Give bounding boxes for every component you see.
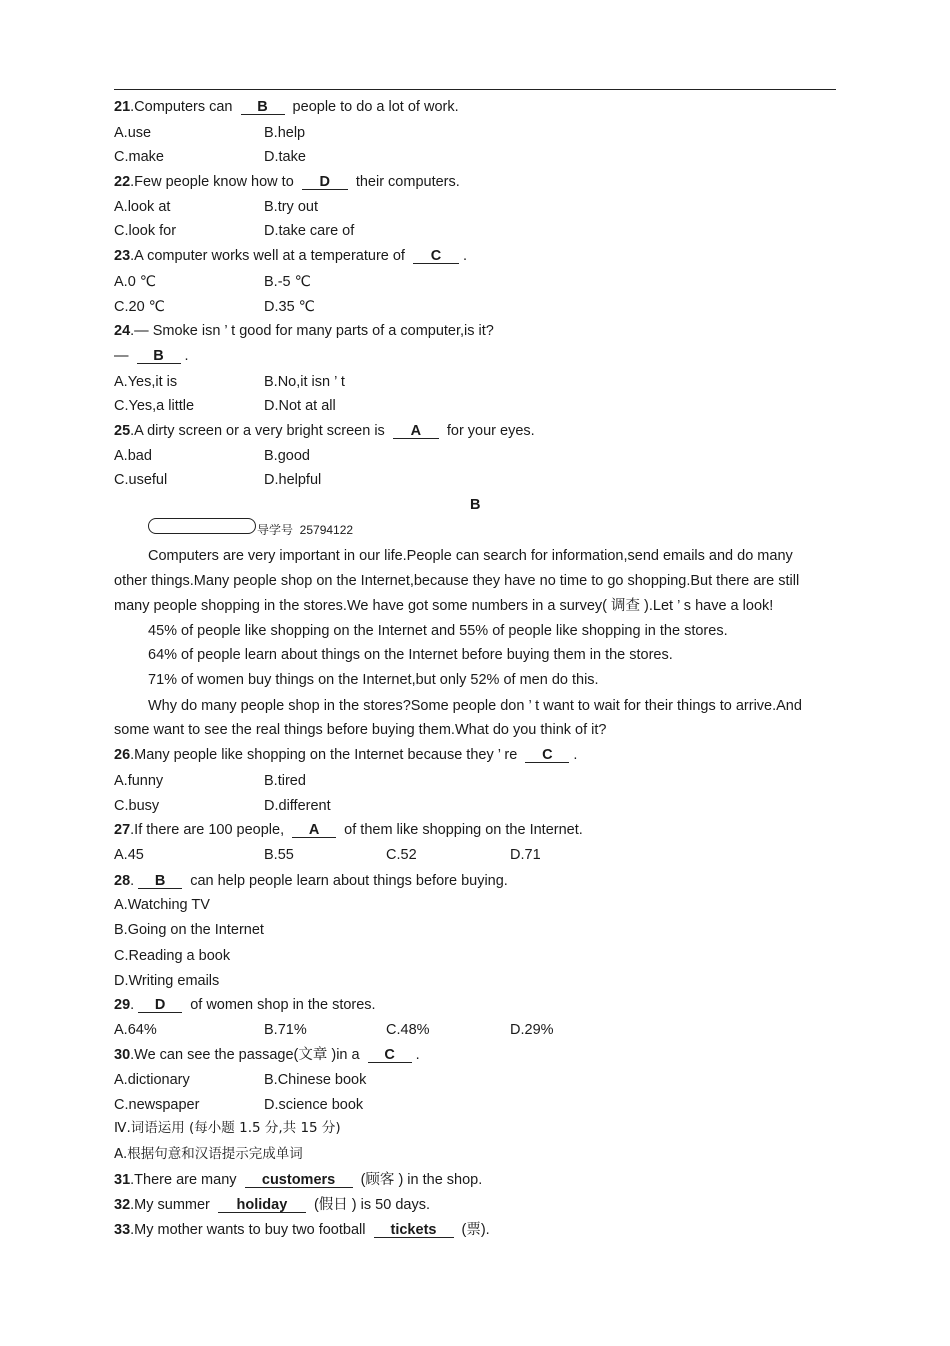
passage-line: many people shopping in the stores.We have got some numbers in a survey( 调查 ).Let ’ s have a look! [114, 598, 774, 614]
answer-blank: C [525, 748, 569, 763]
answer-blank: B [138, 874, 182, 889]
option: D.science book [264, 1097, 364, 1113]
answer-blank: D [138, 998, 182, 1013]
option: A.Yes,it is [114, 374, 178, 390]
section-iv-heading: Ⅳ.词语运用 (每小题 1.5 分,共 15 分) [114, 1120, 341, 1136]
option: C.newspaper [114, 1097, 200, 1113]
section-b-heading: B [470, 497, 481, 513]
question-28: 28. B can help people learn about things before buying. [114, 873, 508, 889]
option: A.bad [114, 448, 152, 464]
question-25: 25.A dirty screen or a very bright screen is A for your eyes. [114, 423, 535, 439]
option: C.make [114, 149, 164, 165]
option: C.useful [114, 472, 168, 488]
answer-blank: B [241, 100, 285, 115]
option: C.Yes,a little [114, 398, 195, 414]
passage-line: Computers are very important in our life.People can search for information,send emails and do many [148, 548, 793, 564]
option: B.help [264, 125, 306, 141]
answer-blank: C [368, 1048, 412, 1063]
option: D.different [264, 798, 331, 814]
passage-line: Why do many people shop in the stores?Some people don ’ t want to wait for their things to arrive.And [148, 698, 802, 714]
option: B.Going on the Internet [114, 922, 264, 938]
question-24: 24.— Smoke isn ’ t good for many parts of a computer,is it? [114, 323, 494, 339]
question-29: 29. D of women shop in the stores. [114, 997, 376, 1013]
answer-blank: tickets [374, 1223, 454, 1238]
answer-blank: D [302, 175, 348, 190]
option: C.look for [114, 223, 177, 239]
option: B.-5 ℃ [264, 274, 311, 290]
section-iv-subheading: A.根据句意和汉语提示完成单词 [114, 1146, 303, 1162]
option: D.35 ℃ [264, 299, 315, 315]
question-27: 27.If there are 100 people, A of them like shopping on the Internet. [114, 822, 583, 838]
option: D.take care of [264, 223, 355, 239]
option: B.No,it isn ’ t [264, 374, 345, 390]
option: D.helpful [264, 472, 322, 488]
option: B.try out [264, 199, 318, 215]
answer-blank: A [393, 424, 439, 439]
option: B.tired [264, 773, 306, 789]
option: B.55 [264, 847, 294, 863]
option: C.20 ℃ [114, 299, 165, 315]
passage-line: 45% of people like shopping on the Internet and 55% of people like shopping in the stores. [148, 623, 728, 639]
option: A.use [114, 125, 152, 141]
option: D.take [264, 149, 306, 165]
option: D.71 [510, 847, 541, 863]
option: A.64% [114, 1022, 157, 1038]
option: C.48% [386, 1022, 430, 1038]
passage-line: other things.Many people shop on the Internet,because they have no time to go shopping.But there are still [114, 573, 800, 589]
option: D.29% [510, 1022, 554, 1038]
option: D.Not at all [264, 398, 336, 414]
question-31: 31.There are many customers (顾客 ) in the shop. [114, 1172, 483, 1188]
question-33: 33.My mother wants to buy two football tickets (票). [114, 1222, 490, 1238]
question-22: 22.Few people know how to D their computers. [114, 174, 460, 190]
question-30: 30.We can see the passage(文章 )in a C . [114, 1047, 420, 1063]
answer-blank: C [413, 249, 459, 264]
question-21: 21.Computers can B people to do a lot of work. [114, 99, 459, 115]
option: C.busy [114, 798, 160, 814]
passage-line: some want to see the real things before buying them.What do you think of it? [114, 722, 607, 738]
answer-blank: customers [245, 1173, 353, 1188]
answer-blank: B [137, 349, 181, 364]
top-rule [114, 89, 836, 90]
guide-number-box [148, 518, 256, 534]
option: B.Chinese book [264, 1072, 367, 1088]
answer-blank: A [292, 823, 336, 838]
option: C.Reading a book [114, 948, 231, 964]
guide-number: 导学号 25794122 [257, 523, 354, 537]
option: C.52 [386, 847, 417, 863]
option: D.Writing emails [114, 973, 220, 989]
option: A.dictionary [114, 1072, 190, 1088]
option: B.71% [264, 1022, 307, 1038]
passage-line: 64% of people learn about things on the Internet before buying them in the stores. [148, 647, 673, 663]
question-23: 23.A computer works well at a temperature of C . [114, 248, 468, 264]
question-32: 32.My summer holiday (假日 ) is 50 days. [114, 1197, 430, 1213]
question-24-answer-line: — B . [114, 348, 189, 364]
option: A.45 [114, 847, 144, 863]
option: A.look at [114, 199, 171, 215]
answer-blank: holiday [218, 1198, 306, 1213]
question-26: 26.Many people like shopping on the Internet because they ’ re C . [114, 747, 578, 763]
option: A.0 ℃ [114, 274, 157, 290]
option: A.funny [114, 773, 164, 789]
option: B.good [264, 448, 310, 464]
option: A.Watching TV [114, 897, 210, 913]
passage-line: 71% of women buy things on the Internet,but only 52% of men do this. [148, 672, 599, 688]
